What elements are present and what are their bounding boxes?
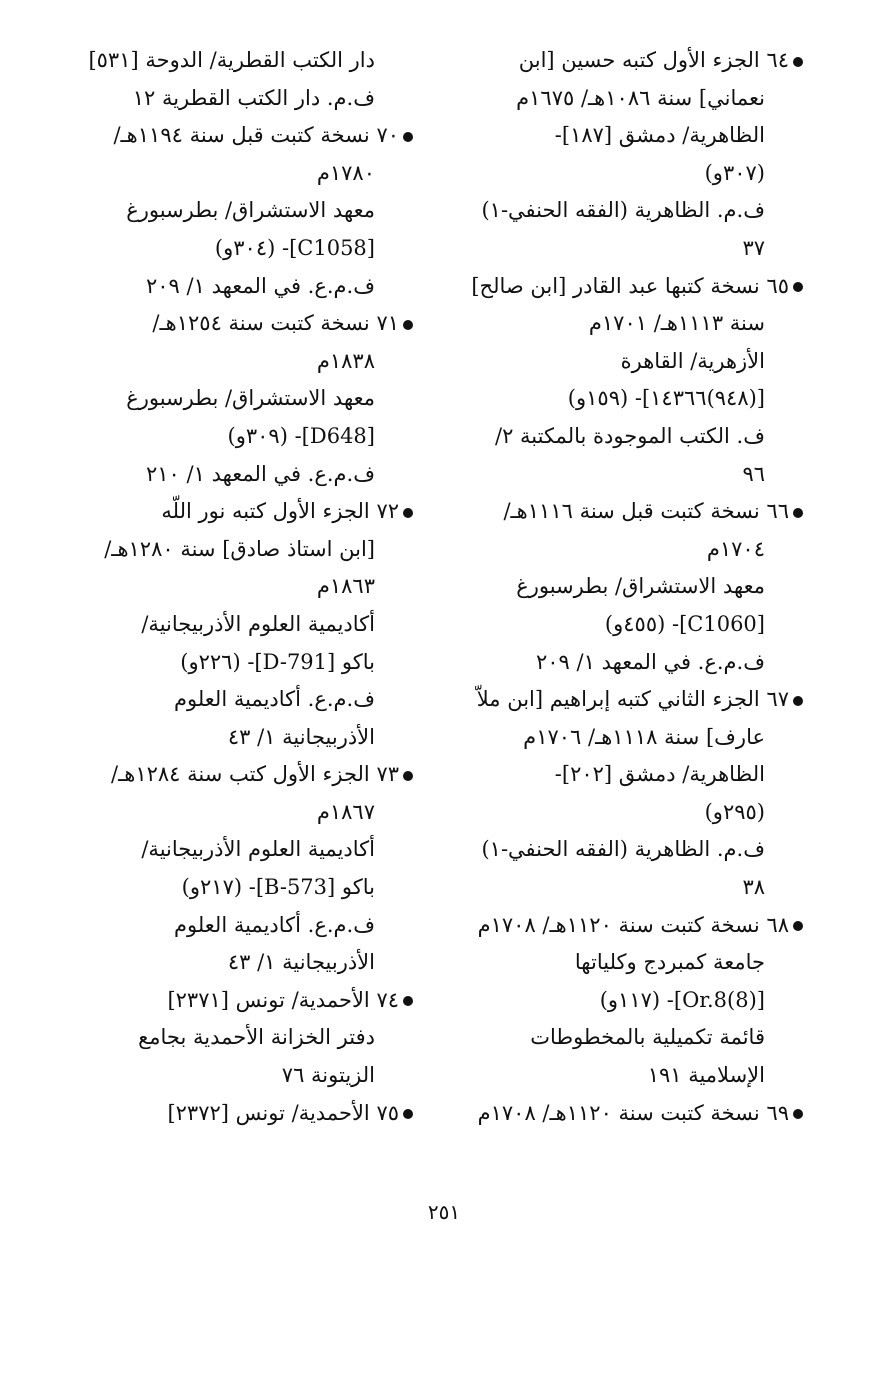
entry-line: [75, 418, 413, 456]
line-text: أكاديمية العلوم الأذربيجانية/: [141, 611, 375, 636]
entry-line: [455, 80, 803, 118]
line-text: ٧٥ الأحمدية/ تونس [٢٣٧٢]: [167, 1100, 399, 1125]
entry-line: [455, 869, 803, 907]
line-text: الإسلامية ١٩١: [647, 1063, 765, 1088]
entry-line: [75, 531, 413, 569]
entry-line: [75, 831, 413, 869]
line-text: ١٧٠٤م: [706, 536, 765, 561]
entry-line: [75, 80, 413, 118]
line-text: الظاهرية/ دمشق [٢٠٢]-: [554, 762, 765, 787]
entry-line: [455, 117, 803, 155]
entry-line: [455, 531, 803, 569]
entry-heading-line: [455, 42, 803, 80]
line-text: دفتر الخزانة الأحمدية بجامع: [138, 1025, 375, 1050]
line-text: ٦٥ نسخة كتبها عبد القادر [ابن صالح]: [471, 273, 789, 298]
line-text: ف.م. الظاهرية (الفقه الحنفي-١): [481, 198, 765, 223]
bullet-icon: [793, 1109, 803, 1119]
entry-heading-line: [75, 117, 413, 155]
entry-line: [75, 644, 413, 682]
entry-line: [75, 230, 413, 268]
line-text: معهد الاستشراق/ بطرسبورغ: [516, 574, 765, 599]
line-text: ٦٨ نسخة كتبت سنة ١١٢٠هـ/ ١٧٠٨م: [477, 912, 789, 937]
entry-line: [455, 418, 803, 456]
entry-line: [75, 1019, 413, 1057]
entry-line: [75, 268, 413, 306]
line-text: معهد الاستشراق/ بطرسبورغ: [126, 198, 375, 223]
entry-line: [455, 343, 803, 381]
line-text: ف.م. دار الكتب القطرية ١٢: [132, 85, 375, 110]
bullet-icon: [793, 57, 803, 67]
entry-line: [75, 794, 413, 832]
entry-line: [455, 756, 803, 794]
entry-line: [75, 155, 413, 193]
line-text: الزيتونة ٧٦: [281, 1063, 375, 1088]
line-text: ف.م.ع. في المعهد ١/ ٢٠٩: [146, 273, 375, 298]
entry-line: [75, 343, 413, 381]
line-text: ١٧٨٠م: [316, 160, 375, 185]
entry-line: [455, 380, 803, 418]
line-text: ف.م.ع. أكاديمية العلوم: [173, 687, 375, 712]
entry-line: [75, 192, 413, 230]
line-text: (٢٩٥و): [704, 799, 765, 824]
entry-line: [455, 155, 803, 193]
line-text: ٧٣ الجزء الأول كتب سنة ١٢٨٤هـ/: [111, 762, 399, 787]
bullet-icon: [403, 320, 413, 330]
entry-line: [75, 380, 413, 418]
entry-line: [455, 230, 803, 268]
entry-line: [75, 42, 413, 80]
bullet-icon: [403, 771, 413, 781]
line-text: ٦٧ الجزء الثاني كتبه إبراهيم [ابن ملاّ: [476, 687, 789, 712]
entry-heading-line: [75, 305, 413, 343]
entry-heading-line: [75, 1095, 413, 1133]
entry-heading-line: [455, 907, 803, 945]
entry-line: [75, 456, 413, 494]
line-text: الظاهرية/ دمشق [١٨٧]-: [554, 123, 765, 148]
line-text: [ابن استاذ صادق] سنة ١٢٨٠هـ/: [104, 536, 375, 561]
line-text: ٦٦ نسخة كتبت قبل سنة ١١١٦هـ/: [503, 499, 789, 524]
line-text: الأزهرية/ القاهرة: [620, 348, 765, 373]
line-text: ٣٧: [742, 235, 765, 260]
line-text: [(٩٤٨)١٤٣٦٦]- (١٥٩و): [567, 386, 765, 411]
entry-line: [75, 681, 413, 719]
entry-line: [455, 944, 803, 982]
line-text: ١٨٦٣م: [316, 574, 375, 599]
bullet-icon: [793, 282, 803, 292]
entry-line: [75, 719, 413, 757]
line-text: [C1060]- (٤٥٥و): [604, 611, 765, 636]
bullet-icon: [793, 508, 803, 518]
line-text: ١٨٦٧م: [316, 799, 375, 824]
bullet-icon: [793, 921, 803, 931]
line-text: (٣٠٧و): [704, 160, 765, 185]
line-text: ف.م. الظاهرية (الفقه الحنفي-١): [481, 837, 765, 862]
page-number: ٢٥١: [427, 1200, 461, 1224]
left-column: [75, 42, 413, 1132]
entry-line: [455, 719, 803, 757]
bullet-icon: [793, 696, 803, 706]
entry-line: [75, 869, 413, 907]
line-text: ١٨٣٨م: [316, 348, 375, 373]
entry-line: [455, 568, 803, 606]
line-text: [C1058]- (٣٠٤و): [214, 235, 375, 260]
entry-heading-line: [75, 493, 413, 531]
line-text: جامعة كمبردج وكلياتها: [574, 950, 765, 975]
entry-line: [455, 982, 803, 1020]
entry-line: [455, 1019, 803, 1057]
entry-line: [75, 1057, 413, 1095]
line-text: سنة ١١١٣هـ/ ١٧٠١م: [588, 311, 765, 336]
line-text: نعماني] سنة ١٠٨٦هـ/ ١٦٧٥م: [516, 85, 765, 110]
bullet-icon: [403, 996, 413, 1006]
right-column: [455, 42, 803, 1132]
line-text: ٩٦: [742, 461, 765, 486]
line-text: ٧٠ نسخة كتبت قبل سنة ١١٩٤هـ/: [113, 123, 399, 148]
line-text: قائمة تكميلية بالمخطوطات: [530, 1025, 765, 1050]
line-text: ف.م.ع. في المعهد ١/ ٢٠٩: [536, 649, 765, 674]
entry-line: [75, 568, 413, 606]
line-text: معهد الاستشراق/ بطرسبورغ: [126, 386, 375, 411]
entry-heading-line: [75, 982, 413, 1020]
line-text: ٧١ نسخة كتبت سنة ١٢٥٤هـ/: [152, 311, 399, 336]
entry-line: [455, 192, 803, 230]
entry-line: [455, 644, 803, 682]
line-text: ف.م.ع. في المعهد ١/ ٢١٠: [146, 461, 375, 486]
entry-line: [455, 606, 803, 644]
entry-line: [75, 944, 413, 982]
line-text: الأذربيجانية ١/ ٤٣: [227, 724, 375, 749]
entry-line: [455, 831, 803, 869]
entry-line: [75, 606, 413, 644]
entry-heading-line: [455, 493, 803, 531]
line-text: ٧٤ الأحمدية/ تونس [٢٣٧١]: [167, 987, 399, 1012]
line-text: أكاديمية العلوم الأذربيجانية/: [141, 837, 375, 862]
line-text: عارف] سنة ١١١٨هـ/ ١٧٠٦م: [523, 724, 765, 749]
entry-heading-line: [455, 268, 803, 306]
line-text: ٦٤ الجزء الأول كتبه حسين [ابن: [518, 48, 789, 72]
line-text: ف.م.ع. أكاديمية العلوم: [173, 912, 375, 937]
line-text: [Or.8(8)]- (١١٧و): [599, 987, 765, 1012]
entry-line: [455, 305, 803, 343]
entry-line: [455, 456, 803, 494]
line-text: الأذربيجانية ١/ ٤٣: [227, 950, 375, 975]
line-text: دار الكتب القطرية/ الدوحة [٥٣١]: [88, 48, 375, 72]
bullet-icon: [403, 132, 413, 142]
line-text: [D648]- (٣٠٩و): [227, 423, 375, 448]
entry-heading-line: [75, 756, 413, 794]
line-text: ٣٨: [742, 875, 765, 900]
entry-line: [455, 1057, 803, 1095]
entry-heading-line: [455, 681, 803, 719]
bullet-icon: [403, 508, 413, 518]
entry-line: [75, 907, 413, 945]
entry-heading-line: [455, 1095, 803, 1133]
line-text: باكو [B-573]- (٢١٧و): [181, 875, 375, 900]
line-text: ٦٩ نسخة كتبت سنة ١١٢٠هـ/ ١٧٠٨م: [477, 1100, 789, 1125]
line-text: ف. الكتب الموجودة بالمكتبة ٢/: [494, 423, 765, 448]
entry-line: [455, 794, 803, 832]
bullet-icon: [403, 1109, 413, 1119]
line-text: باكو [D-791]- (٢٢٦و): [180, 649, 375, 674]
line-text: ٧٢ الجزء الأول كتبه نور اللّه: [161, 499, 399, 524]
